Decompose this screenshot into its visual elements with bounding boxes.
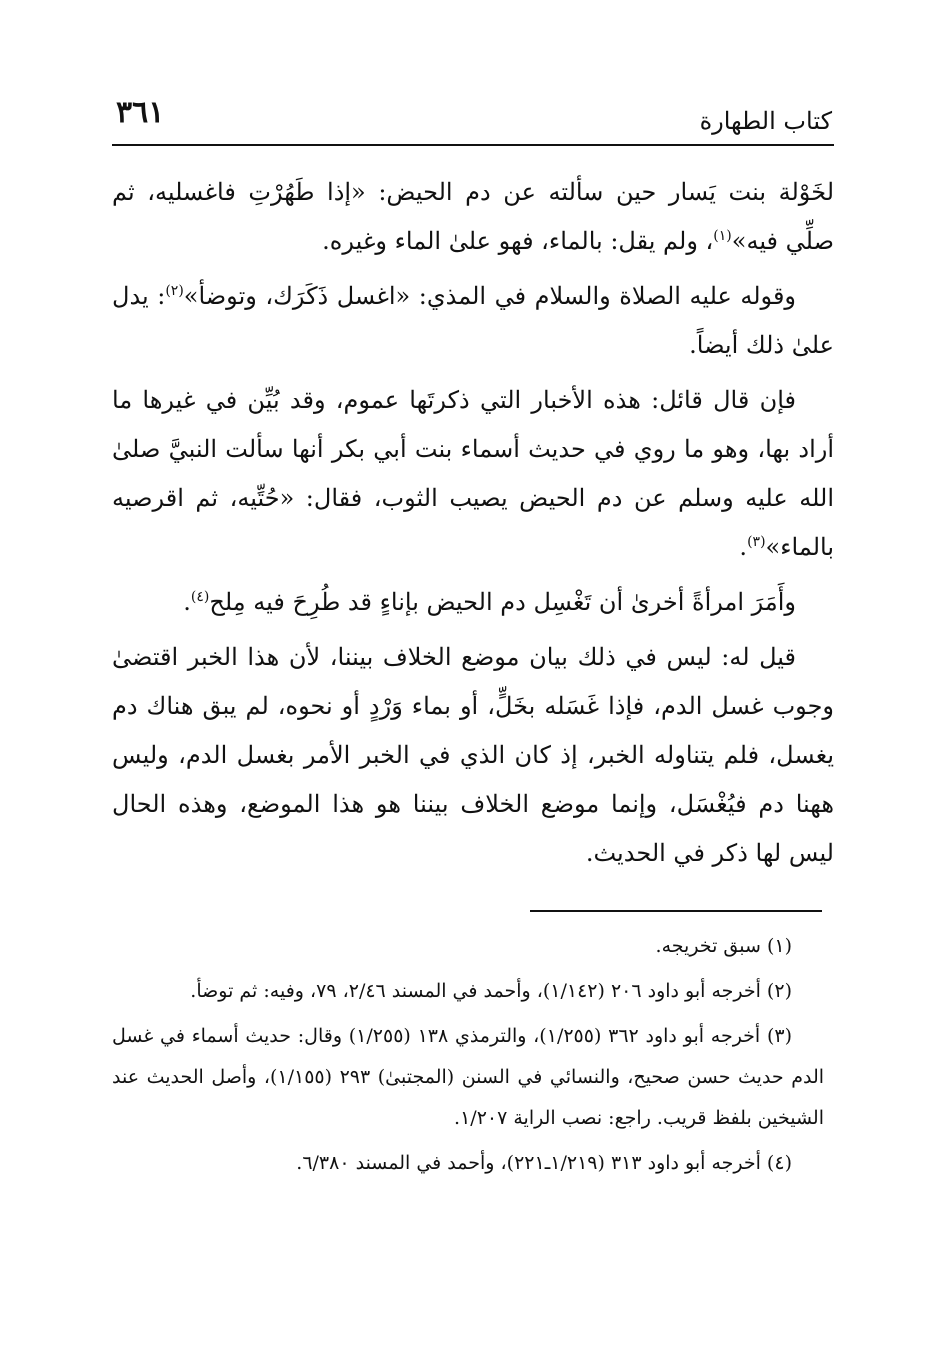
header-divider — [112, 144, 834, 146]
footnote-ref-1: (١) — [713, 228, 732, 244]
footnote-3: (٣) أخرجه أبو داود ٣٦٢ (١/٢٥٥)، والترمذي ١٣٨ (١/٢٥٥) وقال: حديث أسماء في غسل الدم حديث حسن صحيح، والنسائي في السنن (المجتبىٰ) ٢٩٣ (١/١٥٥)، وأصل الحديث عند الشيخين بلفظ قريب. راجع: نصب الراية ١/٢٠٧. — [112, 1025, 825, 1129]
paragraph-1 — [112, 168, 834, 266]
paragraph-2 — [112, 272, 834, 370]
footnote-2: (٢) أخرجه أبو داود ٢٠٦ (١/١٤٢)، وأحمد في المسند ٢/٤٦، ٧٩، وفيه: ثم توضأ. — [190, 980, 792, 1002]
chapter-title: كتاب الطهارة — [699, 107, 832, 135]
page-number: ٣٦١ — [116, 95, 165, 130]
paragraph-1-text: لخَوْلة بنت يَسار حين سألته عن دم الحيض: «إذا طَهُرْتِ فاغسليه، ثم صلِّي فيه» — [112, 178, 834, 255]
footnote-ref-3: (٣) — [747, 534, 766, 550]
paragraph-4-tail: . — [183, 588, 191, 616]
running-header — [112, 92, 832, 140]
paragraph-1-tail: ، ولم يقل: بالماء، فهو علىٰ الماء وغيره. — [322, 227, 714, 255]
footnote-1: (١) سبق تخريجه. — [655, 935, 792, 957]
paragraph-2-tail: : يدل علىٰ ذلك أيضاً. — [112, 282, 834, 359]
footnotes — [112, 926, 824, 1188]
paragraph-3-text: فإن قال قائل: هذه الأخبار التي ذكرتَها عموم، وقد بُيِّن في غيرها ما أراد بها، وهو ما روي في حديث أسماء بنت أبي بكر أنها سألت النبيَّ صلىٰ الله عليه وسلم عن دم الحيض يصيب الثوب، فقال: «حُتِّيه، ثم اقرصيه بالماء» — [112, 386, 834, 561]
paragraph-4 — [112, 578, 834, 627]
paragraph-2-text: وقوله عليه الصلاة والسلام في المذي: «اغسل ذَكَرَك، وتوضأ» — [183, 282, 797, 310]
paragraph-3 — [112, 376, 834, 572]
paragraph-3-tail: . — [739, 533, 748, 561]
paragraph-5: قيل له: ليس في ذلك بيان موضع الخلاف بيننا، لأن هذا الخبر اقتضىٰ وجوب غسل الدم، فإذا غَسَله بخَلٍّ، أو بماء وَرْدٍ أو نحوه، لم يبق هناك دم يغسل، فلم يتناوله الخبر، إذ كان الذي في الخبر الأمر بغسل الدم، وليس ههنا دم فيُغْسَل، وإنما موضع الخلاف بيننا هو هذا الموضع، وهذه الحال ليس لها ذكر في الحديث. — [112, 643, 834, 867]
footnote-4: (٤) أخرجه أبو داود ٣١٣ (١/٢١٩ـ٢٢١)، وأحمد في المسند ٦/٣٨٠. — [296, 1152, 792, 1174]
paragraph-4-text: وأَمَرَ امرأةً أخرىٰ أن تَغْسِل دم الحيض بإناءٍ قد طُرِحَ فيه مِلح — [209, 588, 796, 616]
main-text — [112, 168, 834, 884]
footnote-divider — [530, 910, 822, 912]
footnote-ref-2: (٢) — [165, 283, 184, 299]
footnote-ref-4: (٤) — [190, 589, 210, 605]
